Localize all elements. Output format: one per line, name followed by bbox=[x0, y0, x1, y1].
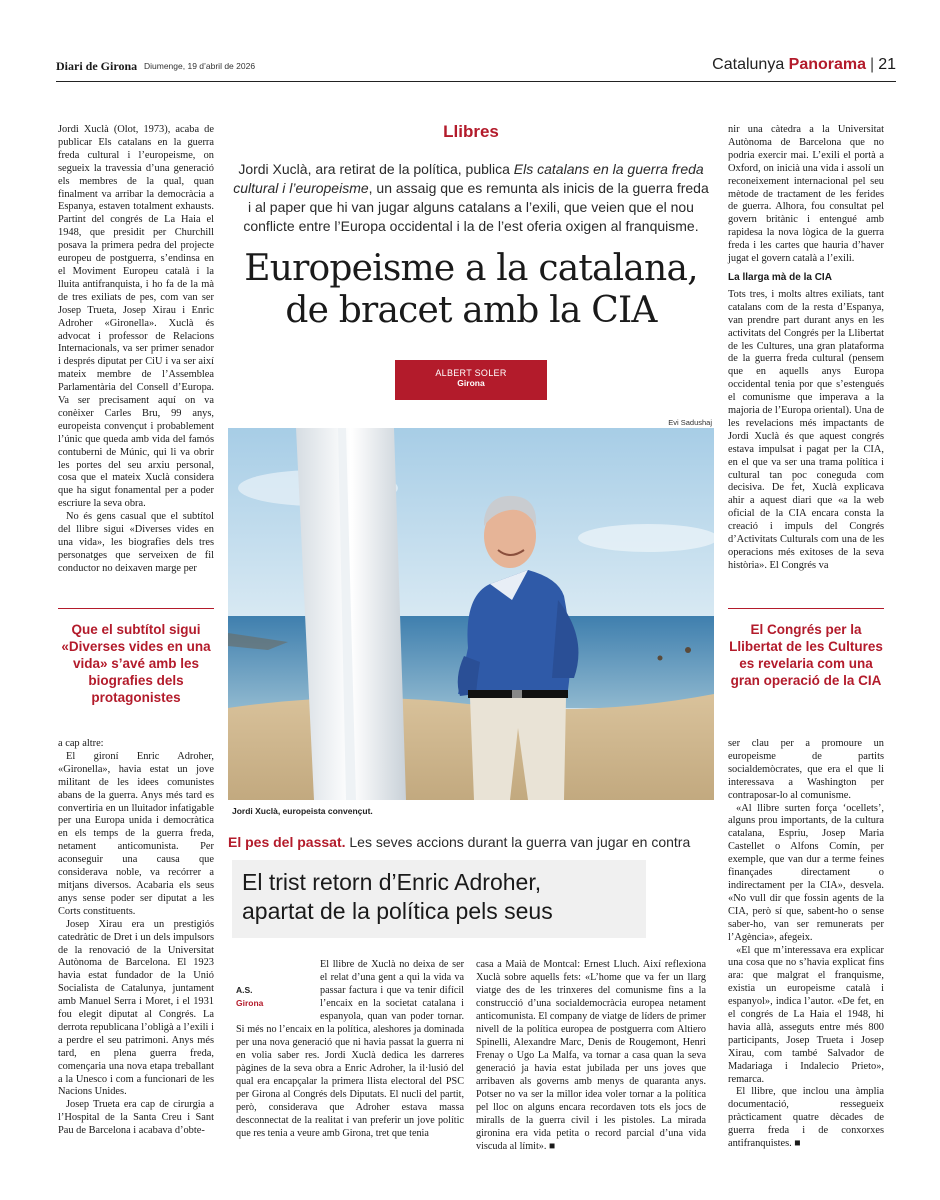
author-place: Girona bbox=[457, 378, 485, 388]
issue-date: Diumenge, 19 d’abril de 2026 bbox=[144, 61, 256, 71]
author-name: ALBERT SOLER bbox=[435, 368, 507, 378]
right-column-top bbox=[728, 124, 884, 573]
masthead bbox=[56, 56, 896, 82]
paragraph: «Al llibre surten força ‘ocellets’, alguns prou importants, de la cultura catalana, Espriu, Josep Maria Castellet o Alfons Comín, per exemple, que van dur a terme feines finançades directament o indirectament per la CIA», desvela. «No vull dir que fossin agents de la CIA, però sí que, sabent-ho o sense saber-ho, van ser remunerats per l’Agència», afegeix. bbox=[728, 802, 884, 943]
sidebar-text bbox=[236, 958, 464, 1140]
paragraph: Tots tres, i molts altres exiliats, tant catalans com de la resta d’Espanya, van prendre part durant anys en les activitats del Congrés per la Llibertat de les Cultures, una gran plataforma de la guerra freda cultural (pensem que en aquells anys Europa occidental tenia por que s’estengués el comunisme que imperava a la majoria de l’Europa oriental). Una de les revelacions més impactants de Jordi Xuclà és que aquest congrés estava impulsat i pagat per la CIA, en el que va ser una trama política i cultural tan poc coneguda com decisiva. De fet, Xuclà explicava ahir a aquest diari que «a la web oficial de la CIA encara consta la creació i impuls del Congrés d’Activitats Culturals com una de les operacions més exitoses de la seva història». El Congrés va bbox=[728, 288, 884, 571]
paragraph: El llibre de Xuclà no deixa de ser el relat d’una gent a qui la vida va passar factura i que va tenir difícil l’encaix en la societat catalana i espanyola, quan van poder tornar. Si més no l’encaix en la política, aleshores ja dominada per una nova generació que ni havia passat la guerra ni en volia saber res. Jordi Xuclà dedica les darreres pàgines de la seva obra a Enric Adroher, la il·lusió del qual era encapçalar la primera llista electoral del PSC per Girona al Congrés dels Diputats. El nucli del partit, però, considerava que Adroher estava massa desconnectat de la realitat i van preferir un jove polític que res tenia a veure amb Girona, tret que tenia bbox=[236, 959, 464, 1139]
newspaper-name: Diari de Girona bbox=[56, 59, 138, 73]
left-column-top bbox=[58, 124, 214, 576]
photo-caption: Jordi Xuclà, europeista convençut. bbox=[232, 806, 373, 816]
paragraph: a cap altre: bbox=[58, 738, 104, 749]
sidebar-kicker-label: El pes del passat. bbox=[228, 834, 346, 850]
pull-quote-left: Que el subtítol sigui «Diverses vides en una vida» s’avé amb les biografies dels protagonistes bbox=[58, 608, 214, 724]
separator: | bbox=[870, 56, 875, 73]
pull-quote-right: El Congrés per la Llibertat de les Cultures es revelaria com una gran operació de la CIA bbox=[728, 608, 884, 724]
photo-credit: Evi Sadushaj bbox=[668, 418, 712, 427]
sidebar-headline-box bbox=[232, 860, 646, 938]
sidebar-column-2 bbox=[476, 958, 706, 1153]
left-column-bottom bbox=[58, 738, 214, 1138]
paragraph: No és gens casual que el subtítol del llibre sigui «Diverses vides en una vida», les biografies dels tres personatges que serveixen de fil conductor no deixaven marge per bbox=[58, 511, 214, 574]
sidebar-headline bbox=[242, 868, 636, 926]
standfirst-text: Jordi Xuclà, ara retirat de la política, publica bbox=[238, 161, 514, 177]
subheading: La llarga mà de la CIA bbox=[728, 271, 832, 283]
paragraph: Jordi Xuclà (Olot, 1973), acaba de publicar Els catalans en la guerra freda cultural i l’europeisme, on segueix la travessia d’una generació els membres de la qual, quan finalment va arribar la democràcia a Espanya, estaven totalment exhausts. Partint del congrés de La Haia el 1948, que presidit per Churchill posava la primera pedra del projecte europeu de postguerra, s’endinsa en el Moviment Europeu català i la lluita antifranquista, i ho fa de la mà de tres exiliats de pes, com van ser Josep Trueta, Josep Xirau i Enric Adroher «Gironella». Xuclà és advocat i professor de Relacions Internacionals, va ser primer senador i després diputat per CiU i va ser així mateix membre de l’Assemblea Parlamentària del Consell d’Europa. Va ser precisament aquí on va conèixer Carles Bru, 99 anys, europeista convençut i probablement l’únic que queda amb vida del famós contuberni de Múnic, qui li va obrir les portes del seu arxiu personal, cosa que el mateix Xuclà considera que ha sigut fonamental per a poder escriure la seva obra. bbox=[58, 124, 214, 510]
sidebar-kicker bbox=[228, 834, 714, 850]
sidebar-headline-line: apartat de la política pels seus bbox=[242, 898, 553, 924]
paragraph: casa a Maià de Montcal: Ernest Lluch. Així reflexiona Xuclà sobre aquells fets: «L’home que va fer un llarg viatge des de les trinxeres del comunisme fins a la construcció d’una socialdemocràcia europea netament anticomunista. El company de viatge de líders de primer nivell de la política europea de postguerra com Altiero Spinelli, Alexandre Marc, Denis de Rougemont, Henri Frenay o Ugo La Malfa, va tornar a casa quan la seva generació ja havia estat jubilada per uns joves que arribaven als governs amb menys de quaranta anys. Potser no va ser la millor idea voler tornar a la política pel lloc on alguns encara recordaven tots els jocs de miralls de la guerra civil i les pistoles. La mirada gironina era vida petita o record parcial d’una vida viscuda al límit». ■ bbox=[476, 959, 706, 1152]
paragraph: El llibre, que inclou una àmplia documentació, ressegueix pràcticament quatre dècades de guerra freda i de conxorxes antifranquistes. ■ bbox=[728, 1086, 884, 1150]
paragraph: nir una càtedra a la Universitat Autònoma de Barcelona que no podria exercir mai. L’exili el portà a Oxford, on inicià una vida i assolí un reconeixement internacional pel seu mètode de tractament de les ferides de guerra. Alhora, fou consultat pel govern britànic i entengué amb rapidesa la nova lògica de la guerra freda i les cartes que hauria d’haver jugat el govern català a l’exili. bbox=[728, 124, 884, 265]
page-number: 21 bbox=[878, 56, 896, 73]
headline bbox=[228, 248, 714, 332]
sidebar-kicker-text: Les seves accions durant la guerra van jugar en contra bbox=[345, 834, 691, 850]
article-photo bbox=[228, 428, 714, 800]
sidebar-column-1 bbox=[236, 958, 464, 1140]
sidebar-text bbox=[476, 958, 706, 1153]
headline-line: Europeisme a la catalana, bbox=[244, 248, 698, 289]
byline bbox=[395, 360, 547, 400]
section-label bbox=[712, 56, 896, 74]
photo-illustration bbox=[228, 428, 714, 800]
paragraph: «El que m’interessava era explicar una cosa que no s’havia explicat fins ara: que malgrat el franquisme, existia un europeisme català i espanyol», indica l’autor. «De fet, en el congrés de La Haia el 1948, hi havia allà, asseguts entre més 800 participants, Josep Trueta i Josep Xirau, com també Salvador de Madariaga i Indalecio Prieto», remarca. bbox=[728, 944, 884, 1085]
section-name: Catalunya bbox=[712, 56, 785, 73]
paragraph: ser clau per a promoure un europeisme de partits socialdemòcrates, que era el que li interessava a Washington per contraposar-lo al comunisme. bbox=[728, 738, 884, 801]
paragraph: Josep Xirau era un prestigiós catedràtic de Dret i un dels impulsors de la renovació de la Universitat Autònoma de Barcelona. El 1923 havia estat fundador de la Unió Socialista de Catalunya, juntament amb Manuel Serra i Moret, i el 1931 fou elegit diputat al Congrés. La derrota republicana l’obligà a l’exili i a perdre el seu patrimoni. Anys més tard, en plena guerra freda, començaria una nova etapa treballant a la Unesco i com a funcionari de les Nacions Unides. bbox=[58, 918, 214, 1098]
subsection-name: Panorama bbox=[788, 56, 867, 73]
paragraph: Josep Trueta era cap de cirurgia a l’Hospital de la Santa Creu i Sant Pau de Barcelona i acabava d’obte- bbox=[58, 1099, 214, 1137]
right-column-bottom bbox=[728, 738, 884, 1151]
sidebar-author: A.S. bbox=[236, 985, 253, 995]
sidebar-author-place: Girona bbox=[236, 998, 264, 1008]
paragraph: El gironí Enric Adroher, «Gironella», havia estat un jove militant de les idees comunistes abans de la guerra. Anys més tard es convertiria en un lluitador infatigable per una Europa unida i democràtica en els temps de la guerra freda, netament anticomunista. Per aconseguir una causa que considerava noble, va recórrer a mitjans diversos. Acabaria els seus anys sense poder ser diputat a les Corts constituents. bbox=[58, 750, 214, 917]
sidebar-byline bbox=[236, 984, 312, 1010]
sidebar-headline-line: El trist retorn d’Enric Adroher, bbox=[242, 869, 542, 895]
standfirst bbox=[232, 160, 710, 236]
book-title: Els catalans en la guerra freda cultural i l’europeisme bbox=[233, 161, 704, 196]
article-kicker: Llibres bbox=[443, 122, 499, 141]
standfirst-text: , un assaig que es remunta als inicis de la guerra freda i al paper que hi van jugar alguns catalans a l’exili, que veien que el nou conflicte entre l’Europa occidental i la de l’est oferia oxigen al franquisme. bbox=[243, 180, 709, 234]
headline-line: de bracet amb la CIA bbox=[285, 290, 657, 331]
